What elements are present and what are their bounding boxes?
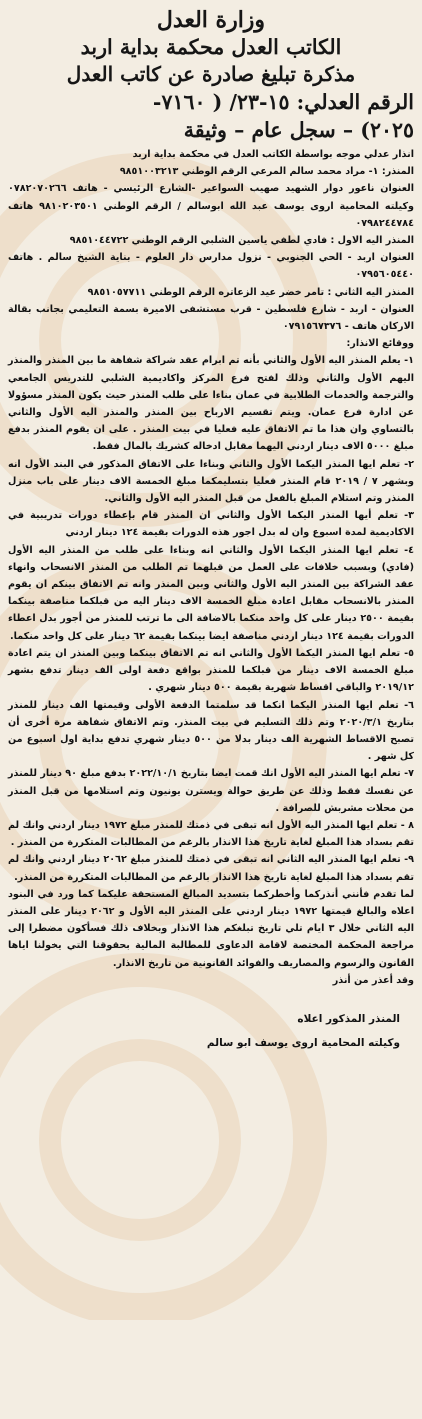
fact-9: ٩- تعلم ايها المنذر اليه الثاني انه تبقى في ذمتك للمنذر مبلغ ٢٠٦٢ دينار اردني وانك لم تقم بسداد هذا المبلغ لغاية تاريخ هذا الانذار بالرغم من المطالبات المتكررة من المنذر. bbox=[8, 854, 414, 883]
ministry-title: وزارة العدل bbox=[156, 7, 266, 33]
fact-1: ١- يعلم المنذر اليه الأول والثاني بأنه تم ابرام عقد شراكة شفاهة ما بين المنذر والمنذر اليهم الأول والثاني وذلك لفتح فرع المركز واكاديمية الشلبي للتدريس الجامعي والترجمة والخدمات الطلابية في عمان بناءا على طلب المنذر حيث يكون المنذر مسؤولا عن ادارة فرع عمان. ويتم تقسيم الارباح بين المنذر والمنذر اليه الأول والثاني بالتساوي وان هذا ما تم الاتفاق عليه فعليا في بيت المنذر . على ان يقوم المنذر بدفع مبلغ ٥٠٠٠ الاف دينار اردني اليهما مقابل ادخاله كشريك بالمال فقط. bbox=[8, 355, 414, 453]
fact-5: ٥- تعلم ايها المنذر اليكما الأول والثاني انه تم الاتفاق بينكما وبين المنذر ان يتم اعادة مبلغ الخمسة الاف دينار من قبلكما للمنذر بواقع دفعة اولى الف دينار تدفع بشهر ٢٠١٩/١٢ والباقي اقساط شهرية بقيمة ٥٠٠ دينار شهري . bbox=[8, 647, 414, 694]
signature-line-1: المنذر المذكور اعلاه bbox=[297, 1012, 400, 1025]
reference-number-line1: الرقم العدلي: ١٥-٢٣/ ( ٧١٦٠- bbox=[152, 90, 414, 114]
second-recipient-address: العنوان - اربد - شارع فلسطين - قرب مستشفى الاميرة بسمة التعليمي بجانب بقالة الاركان هاتف - ٠٧٩١٥٦٧٣٧٦ bbox=[8, 303, 414, 333]
fact-2: ٢- تعلم ايها المنذر اليكما الأول والثاني وبناءا على الاتفاق المذكور في البند الأول انه وبشهر ٧ / ٢٠١٩ قام المنذر فعليا بتسليمكما مبلغ الخمسة الاف دينار على باب منزل المنذر وتم استلام المبلغ بالفعل من قبل المنذر اليه الأول والثاني. bbox=[8, 458, 414, 505]
demand-paragraph: لما تقدم فأنني أنذركما وأخطركما بتسديد المبالغ المستحقة عليكما كما ورد في البنود اعلاه والبالغ قيمتها ١٩٧٢ دينار اردني على المنذر اليه الأول و ٢٠٦٢ دينار على المنذر اليه الثاني خلال ٣ ايام تلي تاريخ تبلغكم هذا الانذار وبخلاف ذلك فسأكون مضطرا إلى مراجعة المحكمة المختصة لاقامة الدعاوى للمطالبة المالية بحقوقنا التي يخولنا اياها القانون والرسوم والمصاريف والفوائد القانونية من تاريخ الانذار. bbox=[8, 888, 414, 969]
notifier-name: المنذر: ١- مراد محمد سالم المرعي الرقم الوطني ٩٨٥١٠٠٣٢١٣ bbox=[119, 166, 414, 178]
fact-6: ٦- تعلم ايها المنذر اليكما انكما قد سلمتما الدفعة الأولى وقيمتها الف دينار للمنذر بتاريخ ٢٠٢٠/٣/١ وتم ذلك التسليم في بيت المنذر. وتم الاتفاق شفاهة مرة أخرى أن تصبح الاقساط الشهرية الف دينار بدلا من ٥٠٠ دينار شهري تدفع بداية اول اسبوع من كل شهر . bbox=[8, 699, 414, 763]
notice-header bbox=[8, 6, 414, 144]
signature-block bbox=[8, 1007, 414, 1055]
notice-intro: انذار عدلي موجه بواسطة الكاتب العدل في محكمة بداية اربد bbox=[132, 149, 414, 160]
first-recipient-name: المنذر اليه الاول : فادي لطفي ياسين الشلبي الرقم الوطني ٩٨٥١٠٤٤٧٢٢ bbox=[69, 235, 414, 247]
fact-8: ٨ - تعلم ايها المنذر اليه الأول انه تبقى في ذمتك للمنذر مبلغ ١٩٧٢ دينار اردني وانك لم تقم بسداد هذا المبلغ لغاية تاريخ هذا الانذار بالرغم من المطالبات المتكررة من المنذر . bbox=[8, 819, 414, 849]
closing-phrase: وقد أعذر من أنذر bbox=[332, 974, 414, 986]
facts-heading: ووقائع الانذار: bbox=[346, 338, 414, 350]
fact-4: ٤- تعلم ايها المنذر اليكما الأول والثاني انه وبناءا على طلب من المنذر اليه الأول (فادي) وبسبب خلافات على العمل من قبلهما تم الطلب من المنذر الانسحاب وانهاء عقد الشراكة بين المنذر اليه الأول والثاني وبين المنذر وانه تم الاتفاق بينكم ان يقوم المنذر بالانسحاب مقابل اعادة مبلغ الخمسة الاف دينار اليه من قبلكما مناصفة بينكما بقيمة ٢٥٠٠ دينار على كل واحد منكما بالاضافة الى ما ترتب للمنذر من أجور بدل اعطاء الدورات بقيمة ١٢٤ دينار اردني مناصفة ايضا بينكما بقيمة ٦٢ دينار على كل واحد منكما. bbox=[8, 544, 414, 642]
memo-title: مذكرة تبليغ صادرة عن كاتب العدل bbox=[66, 62, 356, 86]
office-title: الكاتب العدل محكمة بداية اربد bbox=[80, 35, 342, 59]
fact-3: ٣- تعلم أيها المنذر اليكما الأول والثاني ان المنذر قام بإعطاء دورات تدريبية في الاكاديمية لمدة اسبوع وان له بدل اجور هذه الدورات بقيمة ١٢٤ دينار اردني bbox=[8, 510, 414, 539]
second-recipient-name: المنذر اليه الثاني : تامر خضر عيد الزعاتره الرقم الوطني ٩٨٥١٠٥٧٧١١ bbox=[87, 286, 414, 298]
reference-number-line2: ٢٠٢٥) – سجل عام – وثيقة bbox=[183, 118, 414, 142]
fact-7: ٧- تعلم ايها المنذر اليه الأول انك قمت ايضا بتاريخ ٢٠٢٢/١٠/١ بدفع مبلغ ٩٠ دينار للمنذر عن نفسك فقط وذلك عن طريق حوالة ويسترن يونيون وتم استلامها من قبل المنذر من محلات مشربش للصرافة . bbox=[8, 768, 414, 814]
notifier-address: العنوان ناعور دوار الشهيد صهيب السواعير -الشارع الرئيسي - هاتف ٠٧٨٢٠٧٠٢٦٦ وكيلته المحامية اروى يوسف عبد الله ابوسالم / الرقم الوطني ٩٨١٠٢٠٣٥٠١ هاتف ٠٧٩٨٢٤٤٧٨٤ bbox=[8, 183, 414, 229]
notice-body bbox=[8, 146, 414, 989]
signature-line-2: وكيلته المحامية اروى يوسف ابو سالم bbox=[206, 1036, 400, 1049]
first-recipient-address: العنوان اربد - الحي الجنوبي - نزول مدارس دار العلوم - بناية الشيخ سالم . هاتف ٠٧٩٥٦٠٥٤٤٠ bbox=[8, 252, 414, 281]
